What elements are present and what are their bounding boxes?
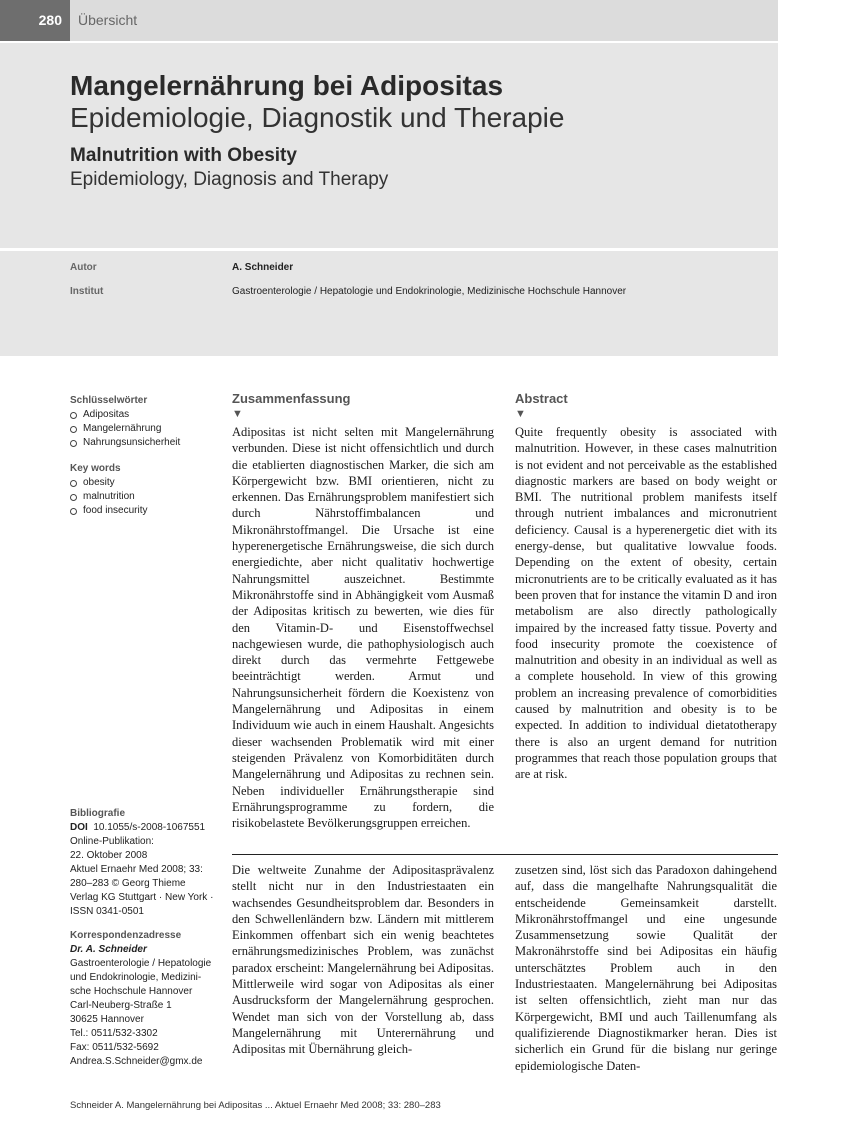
meta-box — [0, 251, 778, 356]
page-number: 280 — [0, 0, 70, 41]
keywords-en-heading: Key words — [70, 463, 121, 474]
keywords-de-heading: Schlüsselwörter — [70, 395, 148, 406]
bullet-icon — [70, 412, 77, 419]
address-line: sche Hochschule Hannover — [70, 986, 193, 997]
address-line: Carl-Neuberg-Straße 1 — [70, 1000, 172, 1011]
title-english: Malnutrition with Obesity — [70, 145, 297, 166]
email-link[interactable]: Andrea.S.Schneider@gmx.de — [70, 1056, 203, 1067]
address-line: Gastroenterologie / Hepatologie — [70, 958, 212, 969]
bib-line: Verlag KG Stuttgart · New York · — [70, 892, 214, 903]
bib-line: 280–283 © Georg Thieme — [70, 878, 186, 889]
keyword-item: malnutrition — [70, 490, 220, 504]
zusammenfassung-heading: Zusammenfassung — [232, 391, 351, 406]
address-line: Tel.: 0511/532-3302 — [70, 1028, 158, 1039]
bullet-icon — [70, 494, 77, 501]
institute-name: Gastroenterologie / Hepatologie und Endokrinologie, Medizinische Hochschule Hannover — [232, 286, 627, 297]
bullet-icon — [70, 480, 77, 487]
bullet-icon — [70, 426, 77, 433]
subtitle-english: Epidemiology, Diagnosis and Therapy — [70, 169, 389, 190]
abstract-text: Quite frequently obesity is associated with malnutrition. However, in these cases malnutrition is not evident and not perceivable as the established diagnostic markers are based on body weight or BMI. The nutritional problem manifests itself through nutrient imbalances and micronutrient deficiency. Causal is a hyperenergetic diet with its energy-dense, but qualitative lowvalue foods. Depending on the extent of obesity, certain micronutrients are to be critically evaluated as it has been proven that for instance the vitamin D and iron metabolism are also directly pathologically impaired by the increased fatty tissue. Poverty and food insecurity promote the coexistence of malnutrition and obesity in an individual as well as a complete household. In view of this growing problem an increasing prevalence of comorbidities caused by malnutrition and obesity is to be expected. In addition to individual dietatotherapy there is also an urgent demand for nutrition programmes that reach those population groups that are at risk. — [515, 425, 777, 782]
body-text-left: Die weltweite Zunahme der Adipositasprävalenz stellt nicht nur in den Industriestaaten ein wachsendes Gesundheitsproblem dar. Besonders in den Schwellenländern bzw. Ländern mit mittlerem Einkommen offenbart sich ein wenig beachtetes ernährungsmedizinisches Problem, was zunächst paradox erscheint: Mangelernährung bei Adipositas. Mittlerweile wird sogar von Adipositas als einer Ausdrucksform der Mangelernährung gesprochen. Wendet man sich von der Vorstellung ab, dass Mangelernährung mit Unterernährung und Adipositas mit Übernährung gleich- — [232, 863, 494, 1057]
keyword-item: Adipositas — [70, 408, 220, 422]
correspondence-heading: Korrespondenzadresse — [70, 930, 182, 941]
correspondence-name: Dr. A. Schneider — [70, 944, 147, 955]
institute-label: Institut — [70, 286, 104, 297]
address-line: 30625 Hannover — [70, 1014, 144, 1025]
abstract-heading: Abstract — [515, 391, 568, 406]
bullet-icon — [70, 508, 77, 515]
author-name: A. Schneider — [232, 262, 294, 273]
bullet-icon — [70, 440, 77, 447]
bib-line: Aktuel Ernaehr Med 2008; 33: — [70, 864, 203, 875]
section-marker-icon: ▼ — [515, 408, 526, 420]
footer-citation: Schneider A. Mangelernährung bei Adipositas ... Aktuel Ernaehr Med 2008; 33: 280–283 — [70, 1100, 441, 1111]
zusammenfassung-text: Adipositas ist nicht selten mit Mangelernährung verbunden. Diese ist nicht offensichtlich und durch die etablierten diagnostischen Marker, die sich am Körpergewicht bzw. BMI orientieren, nicht zu erkennen. Das Ernährungsproblem manifestiert sich durch Nährstoffimbalancen und Mikronährstoffmangel. Die Ursache ist eine hyperenergetische Ernährungsweise, die sich durch energiedichte, aber nicht qualitativ hochwertige Nahrungsmittel auszeichnet. Bestimmte Mikronährstoffe sind in Abhängigkeit vom Ausmaß der Adipositas kritisch zu bewerten, wie dies für den Vitamin-D- und Eisenstoffwechsel nachgewiesen wurde, die pathophysiologisch auch direkt durch das vermehrte Fettgewebe beeinträchtigt werden. Armut und Nahrungsunsicherheit fördern die Koexistenz von Mangelernährung und Adipositas in einem Individuum wie auch in einem Haushalt. Angesichts dieser wachsenden Problematik wird mit einer steigenden Prävalenz von Komorbiditäten durch Mangelernährung und Adipositas zu rechnen sein. Neben individueller Ernährungstherapie sind Ernährungsprogramme zu fordern, die risikobelastete Bevölkerungsgruppen erreichen. — [232, 425, 494, 831]
section-marker-icon: ▼ — [232, 408, 243, 420]
subtitle-german: Epidemiologie, Diagnostik und Therapie — [70, 102, 565, 133]
running-header — [0, 0, 778, 41]
keyword-item: Mangelernährung — [70, 422, 220, 436]
author-label: Autor — [70, 262, 97, 273]
keywords-panel — [70, 394, 220, 518]
divider — [232, 854, 778, 855]
bib-line: 22. Oktober 2008 — [70, 850, 148, 861]
doi-line: DOI 10.1055/s-2008-1067551 — [70, 822, 206, 833]
body-text-right: zusetzen sind, löst sich das Paradoxon dahingehend auf, dass die mangelhafte Nahrungsqualität die entscheidende Gemeinsamkeit darstellt. Mikronährstoffmangel und eine ungesunde Zusammensetzung sowie Qualität der Makronährstoffe sind bei Adipositas ein häufig unterschätztes Problem auch in den Industriestaaten. Mangelernährung bei Adipositas ist selten offensichtlich, zieht man nur das Körpergewicht, BMI und auch Taillenumfang als qualifizierende Diagnostikmarker heran. Dies ist sicherlich ein Grund für die bislang nur geringe epidemiologische Daten- — [515, 863, 777, 1073]
address-line: Fax: 0511/532-5692 — [70, 1042, 159, 1053]
keyword-item: Nahrungsunsicherheit — [70, 436, 220, 450]
bib-line: ISSN 0341-0501 — [70, 906, 144, 917]
bibliography-panel — [70, 807, 220, 1069]
section-label: Übersicht — [78, 12, 138, 28]
bibliography-heading: Bibliografie — [70, 808, 126, 819]
keyword-item: obesity — [70, 476, 220, 490]
bib-line: Online-Publikation: — [70, 836, 154, 847]
address-line: und Endokrinologie, Medizini- — [70, 972, 202, 983]
title-german: Mangelernährung bei Adipositas — [70, 70, 504, 101]
keyword-item: food insecurity — [70, 504, 220, 518]
